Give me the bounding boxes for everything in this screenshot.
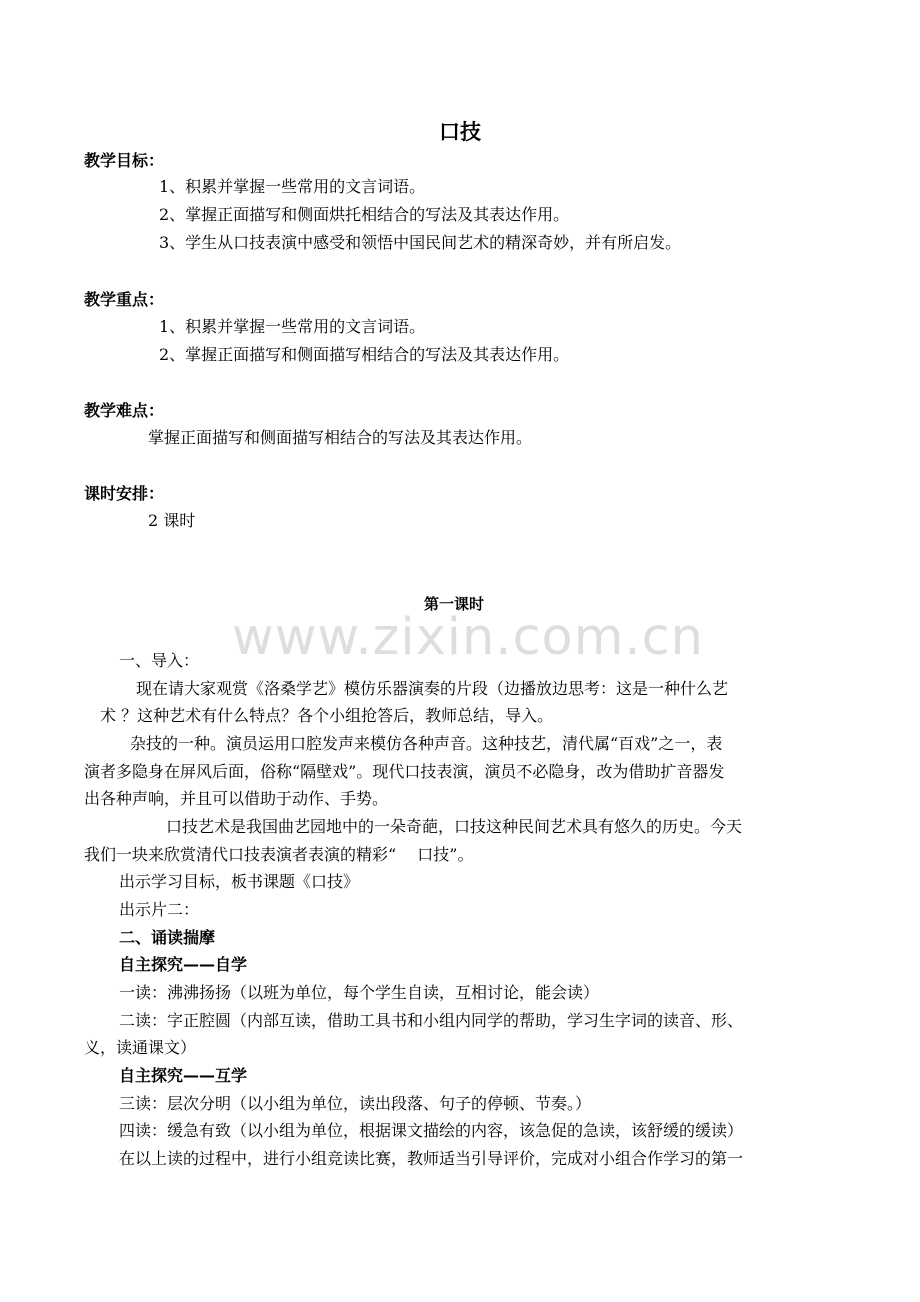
goals-heading: 教学目标： <box>84 151 165 170</box>
doc-title: 口技 <box>439 120 481 144</box>
paragraph-line: 杂技的一种。演员运用口腔发声来模仿各种声音。这种技艺，清代属“百戏”之一，表 <box>130 734 723 753</box>
reading-step: 义，读通课文） <box>84 1038 197 1057</box>
watermark: www.zixin.com.cn <box>232 608 704 667</box>
goal-item: 2、掌握正面描写和侧面烘托相结合的写法及其表达作用。 <box>159 205 570 224</box>
paragraph-line: 在以上读的过程中，进行小组竞读比赛，教师适当引导评价，完成对小组合作学习的第一 <box>119 1149 744 1168</box>
lesson1-heading: 第一课时 <box>424 595 485 613</box>
section-heading: 二、诵读揣摩 <box>119 928 216 947</box>
paragraph-line: 现在请大家观赏《洛桑学艺》模仿乐器演奏的片段（边播放边思考：这是一种什么艺 <box>136 679 729 698</box>
paragraph-line: 出各种声响，并且可以借助于动作、手势。 <box>84 789 389 808</box>
key-point-item: 2、掌握正面描写和侧面描写相结合的写法及其表达作用。 <box>159 345 570 364</box>
show-goal-line: 出示学习目标，板书课题《口技》 <box>119 872 360 891</box>
explore-heading: 自主探究——互学 <box>119 1066 248 1085</box>
intro-heading: 一、导入： <box>119 651 200 670</box>
key-points-heading: 教学重点： <box>84 290 165 309</box>
key-point-item: 1、积累并掌握一些常用的文言词语。 <box>159 317 426 336</box>
goal-item: 1、积累并掌握一些常用的文言词语。 <box>159 177 426 196</box>
paragraph-line: 演者多隐身在屏风后面，俗称“隔壁戏”。现代口技表演，演员不必隐身，改为借助扩音器发 <box>84 762 725 781</box>
schedule-text: 2 课时 <box>148 511 196 530</box>
reading-step: 一读：沸沸扬扬（以班为单位，每个学生自读，互相讨论，能会读） <box>119 983 600 1002</box>
explore-heading: 自主探究——自学 <box>119 955 248 974</box>
difficulties-heading: 教学难点： <box>84 401 165 420</box>
reading-step: 三读：层次分明（以小组为单位，读出段落、句子的停顿、节奏。） <box>119 1094 592 1113</box>
goal-item: 3、学生从口技表演中感受和领悟中国民间艺术的精深奇妙，并有所启发。 <box>159 233 682 252</box>
difficulties-text: 掌握正面描写和侧面描写相结合的写法及其表达作用。 <box>148 428 533 447</box>
paragraph-line: 术 ？这种艺术有什么特点？各个小组抢答后，教师总结，导入。 <box>100 706 554 725</box>
paragraph-line: 我们一块来欣赏清代口技表演者表演的精彩“ 口技”。 <box>84 845 474 864</box>
show-slide-line: 出示片二： <box>119 900 200 919</box>
reading-step: 二读：字正腔圆（内部互读，借助工具书和小组内同学的帮助，学习生字词的读音、形、 <box>119 1011 744 1030</box>
paragraph-line: 口技艺术是我国曲艺园地中的一朵奇葩，口技这种民间艺术具有悠久的历史。今天 <box>166 817 743 836</box>
schedule-heading: 课时安排： <box>84 484 165 503</box>
reading-step: 四读：缓急有致（以小组为单位，根据课文描绘的内容，该急促的急读，该舒缓的缓读） <box>119 1121 744 1140</box>
